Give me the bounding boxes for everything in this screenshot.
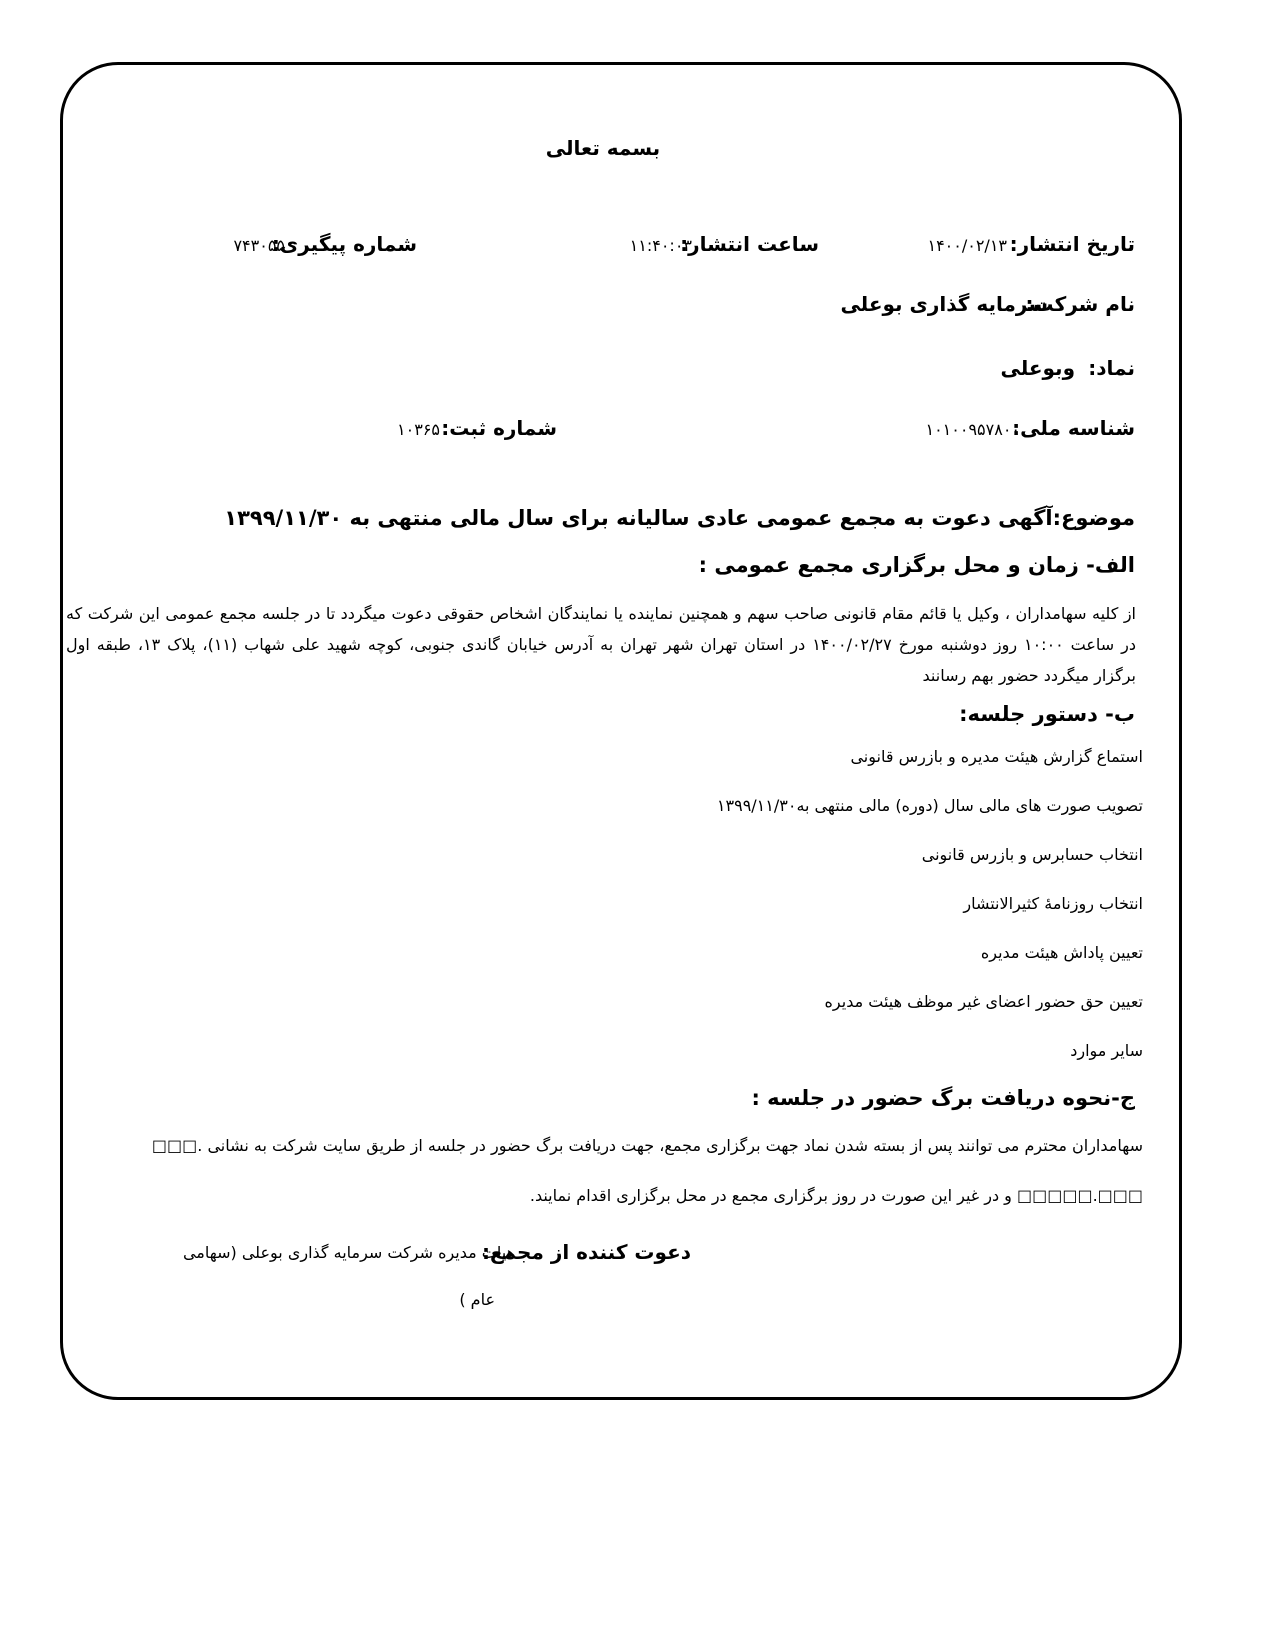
registration-number-label: شماره ثبت: — [441, 416, 557, 440]
section-c-line-2: □□□.□□□□□ و در غیر این صورت در روز برگزاری مجمع در محل برگزاری اقدام نمایند. — [529, 1186, 1143, 1205]
agenda-item: انتخاب حسابرس و بازرس قانونی — [921, 845, 1143, 864]
tracking-number-value: ۷۴۳۰۵۵ — [233, 236, 285, 255]
inviter-label: دعوت کننده از مجمع: — [481, 1240, 691, 1264]
section-c-line-1: سهامداران محترم می توانند پس از بسته شدن نماد جهت برگزاری مجمع، جهت دریافت برگ حضور در جلسه از طریق سایت شرکت به نشانی .□□□ — [151, 1136, 1143, 1155]
page-title: بسمه تعالی — [545, 136, 661, 160]
inviter-name-line-2: عام ) — [459, 1290, 495, 1309]
symbol-label: نماد: — [1088, 356, 1135, 380]
company-name-value: سرمایه گذاری بوعلی — [840, 292, 1048, 316]
tracking-number-label: شماره پیگیری: — [271, 232, 417, 256]
section-b-title: ب- دستور جلسه: — [959, 702, 1135, 726]
inviter-name-line-1: هیات مدیره شرکت سرمایه گذاری بوعلی (سهامی — [182, 1243, 515, 1262]
agenda-item: تصویب صورت های مالی سال (دوره) مالی منتهی به۱۳۹۹/۱۱/۳۰ — [716, 796, 1143, 815]
agenda-item: تعیین حق حضور اعضای غیر موظف هیئت مدیره — [824, 992, 1143, 1011]
publish-date-label: تاریخ انتشار: — [1009, 232, 1135, 256]
national-id-label: شناسه ملی: — [1012, 416, 1135, 440]
section-c-title: ج-نحوه دریافت برگ حضور در جلسه : — [751, 1086, 1135, 1110]
agenda-item: سایر موارد — [1070, 1041, 1143, 1060]
agenda-item: استماع گزارش هیئت مدیره و بازرس قانونی — [850, 747, 1143, 766]
national-id-value: ۱۰۱۰۰۹۵۷۸۰۰ — [925, 420, 1020, 439]
publish-date-value: ۱۴۰۰/۰۲/۱۳ — [927, 236, 1007, 255]
agenda-item: تعیین پاداش هیئت مدیره — [980, 943, 1143, 962]
company-name-label: نام شرکت: — [1025, 292, 1135, 316]
symbol-value: وبوعلی — [1000, 356, 1075, 380]
section-a-title: الف- زمان و محل برگزاری مجمع عمومی : — [698, 553, 1135, 577]
agenda-item: انتخاب روزنامۀ کثیرالانتشار — [963, 894, 1143, 913]
announcement-subject: موضوع:آگهی دعوت به مجمع عمومی عادی سالیانه برای سال مالی منتهی به ۱۳۹۹/۱۱/۳۰ — [224, 506, 1135, 530]
registration-number-value: ۱۰۳۶۵ — [397, 420, 440, 439]
publish-time-label: ساعت انتشار: — [680, 232, 819, 256]
section-a-body: از کلیه سهامداران ، وکیل یا قائم مقام قانونی صاحب سهم و همچنین نماینده یا نمایندگان اشخاص حقوقی دعوت میگردد تا در جلسه مجمع عمومی این شرکت که در ساعت ۱۰:۰۰ روز دوشنبه مورخ ۱۴۰۰/۰۲/۲۷ در استان تهران شهر تهران به آدرس خیابان گاندی جنوبی، کوچه شهید علی شهاب (۱۱)، پلاک ۱۳، طبقه اول برگزار میگردد حضور بهم رسانند — [66, 604, 1136, 685]
publish-time-value: ۱۱:۴۰:۰۳ — [629, 236, 692, 255]
